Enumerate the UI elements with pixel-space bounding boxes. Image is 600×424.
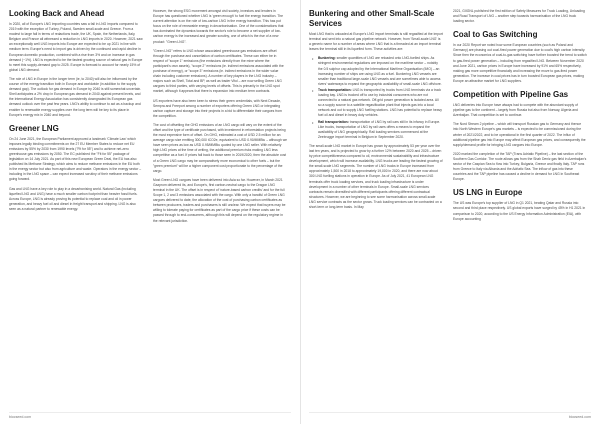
bullet-item-bunkering <box>309 56 443 87</box>
left-column-1 <box>9 9 143 407</box>
right-page <box>300 0 600 424</box>
bullet-term: Rail transportation: <box>318 119 349 124</box>
right-column-2 <box>453 9 587 407</box>
bullet-item-truck <box>309 88 443 119</box>
heading-greener-lng: Greener LNG <box>9 123 59 133</box>
paragraph: However, the strong ESG movement amongst civil society, investors and lenders in Europe has questioned whether LNG is 'green enough' to fuel the energy transition. The current attention is on the role of low-carbon LNG in the energy transition. This has put focus on the role of renewable energy in decarbonisation. One of the considerations that has dominated the dynamics towards the sector's role to become a net supplier of low-carbon energy is the increased and greater scrutiny, one of which is the rise of a new product: "Green LNG". <box>153 9 284 44</box>
bullet-text: smaller quantities of LNG are reloaded onto LNG-fuelled ships. As stringent environmental regulations are imposed on the maritime sector – notably the 0.5 sulphur cap adopted by the International Maritime Organisation (IMO) – an increasing number of ships are using LNG as a fuel. Bunkering LNG vessels are smaller than traditional large-scale LNG vessels and are sometimes able to access rivers' waterways to expand the geographic availability of small-scale LNG offshore. <box>318 56 442 86</box>
paragraph: Gas and LNG have a key role to play in a decarbonising world. Natural Gas (including liquefied LNG and LNG) have a much smaller carbon footprint than heavier fossil fuels. Across Europe, LNG is already proving its potential to replace coal and oil in power generation, and heavy fuel oil and diesel in freight transport and shipping. LNG is also seen as a natural partner to renewable energy. <box>9 186 138 211</box>
paragraph: On 24 June 2021, the European Parliament approved a landmark 'Climate Law' which imposes legally binding commitments on the 27 EU Member States to reduce net EU emissions by 55% by 2030 from 1990 levels ("Fit for 55") and to achieve net-zero greenhouse gas emissions by 2050. The EC published the "Fit for 55" package of legislation on 14 July 2021. As part of this new European Green Deal, the EU has also published its Methane Strategy, which aims to reduce methane emissions in the EU both in the energy sector but also from agriculture and waste. Operators in the energy sector – including in the LNG space – can expect increased scrutiny of their methane emissions going forward. <box>9 136 142 182</box>
heading-pipeline-competition: Competition with Pipeline Gas <box>453 90 569 100</box>
paragraph: The US was Europe's top supplier of LNG in Q1 2021, beating Qatar and Russia into second and third place respectively. US global exports have surged by 45% in H1 2021 in comparison to 2020, according to the US Energy Information Administration (EIA), with Europe accounting <box>453 201 586 221</box>
paragraph: Most Green LNG cargoes have been delivered into Asia so far. However, in March 2021 Gazprom delivered its, and Europe's, first carbon-neutral cargo to the Dragon LNG terminal in the UK. The offset is in respect of 'nature-based carbon credits' and for the full Scope 1, 2 and 3 emissions associated with the cargo. With only a handful of Green LNG cargoes delivered to date, the allocation of the cost of purchasing carbon certificates as between producers, traders and purchasers is still unclear. We expect that buyers may be willing to tolerate paying for certificates as part of the cargo price if these costs can be passed through to end-consumers, although this will depend on the regulatory regime in the relevant jurisdiction. <box>153 177 286 223</box>
paragraph: In our 2020 Report we noted how some European countries (such as Poland and Germany) are phasing out coal-fired power generation due to coal's high carbon intensity. Since then the economics of coal-to-gas switching have further boosted the trend to switch to gas-fired power generation – including from regasified LNG. Between November 2020 and June 2021, carbon prices in Europe have increased by 91% and 65% respectively, making gas more competitive financially and increasing the move to gas-fired power generation. The increase in coal prices has in turn boosted European gas prices, making Europe an attractive market for LNG suppliers. <box>453 43 587 83</box>
heading-looking-back: Looking Back and Ahead <box>9 9 105 18</box>
paragraph: 2021, GIIGNL published the first edition of Safety Measures for Truck Loading, Unloading and Road Transport of LNG – another step towards harmonisation of the LNG truck loading sector. <box>453 9 585 24</box>
paragraph: LNG deliveries into Europe have always had to compete with the abundant supply of pipeline gas to the continent – largely from Russia but also from Norway, Algeria and Azerbaijan. That competition is set to continue. <box>453 103 578 118</box>
paragraph: Most LNG that is unloaded at Europe's LNG import terminals is still regasified at the import terminal and sent into a natural gas pipeline network. However, from 'Small-scale LNG' is a generic name for a number of areas where LNG that is a threaded at an import terminal leaves the terminal still in its liquefied form. These activities are: <box>309 32 443 52</box>
paragraph: The Nord Stream 2 pipeline – which will transport Russian gas to Germany and thence into North Western Europe's gas markets – is expected to be commissioned during the winter of 2021/2022, and to be operational in the first quarter of 2022. The influx of additional pipeline gas into Europe may affect European gas prices, and consequently the supply/demand profile for bringing LNG cargoes into Europe. <box>453 122 586 147</box>
bullet-list <box>309 56 443 140</box>
heading-us-lng: US LNG in Europe <box>453 188 523 198</box>
heading-bunkering: Bunkering and other Small-Scale Services <box>309 9 435 28</box>
bullet-text: transportation of LNG by rail cars still in its infancy in Europe. Like trucks, transportation of LNG by rail uses offers a means to expand the availability of LNG geographically. Rail loading services commenced at the Zeebrugge import terminal in Belgium in September 2020. <box>318 119 441 139</box>
paragraph: The cost of offsetting the GHG emissions of an LNG cargo will vary on the extent of the offset and the type of certificate purchased, with investment in reforestation projects being the most expensive form of offset. On GHG, estimated a cost of USD 2.5 million for an average cargo size emitting 300,000 tCO2e, equivalent to USD 0.90/MMBtu – although we have seen prices as low as USD 0.95/MMBtu quoted by one LNG seller. With relatively high LNG prices at the time of writing, the additional premium risks making LNG less competitive as a fuel. If prices fall back to those seen in 2019/2020, then the absolute cost of a Green LNG cargo may be comparatively more economical to other fuels – but the "green premium" will be a higher component cost proportionate to the percentage of the cargo. <box>153 122 287 173</box>
bullet-term: Truck transportation: <box>318 87 352 92</box>
heading-coal-to-gas: Coal to Gas Switching <box>453 30 538 40</box>
footer-divider <box>9 412 291 413</box>
footer-right: biocseed.com <box>568 415 591 419</box>
left-column-2 <box>153 9 287 407</box>
footer-left: biocseed.com <box>9 415 32 419</box>
paragraph: "Green LNG" refers to LNG whose associated greenhouse gas emissions are offset through the purchase and cancellation of carbon certificates. These can either be in respect of "scope 1" emissions (the emissions directly from the mine where the participant's own assets), "scope 2" emissions (ie. indirect emissions associated with the purchase of energy), or "scope 3" emissions (ie. indirect emissions in the wider value chain including customer emissions). A number of key players in the LNG industry – majors such as Shell, Total and BP, as well as trader Vitol – are now selling Green LNG cargoes to third parties, with varying levels of offsets. This is primarily in the LNG spot market, although it appears that there is expansion into medium term contracts. <box>153 48 284 94</box>
bullet-text: LNG is transported by trucks from LNG terminals via a truck loading bay. LNG is trucked off to use by industrial consumers who are not connected to a natural gas network. Off-grid power generation is isolated area. All so a supply source to a satellite regasification plant that injects gas into a local network and out to supply LNG fuelling stations. LNG has potential to replace heavy fuel oil and diesel in heavy duty vehicles. <box>318 87 442 118</box>
footer-divider <box>309 412 591 413</box>
paragraph: In 2020, all of Europe's LNG importing countries saw a fall in LNG imports compared to 2019 with the exception of Turkey, Poland, Sweden small-scale and Greece. From a modest to large fall in terms of redactions trade, the UK, Spain, the Netherlands, Italy, Belgium and France all witnessed a reduction in LNG imports in 2020. However, 2021 saw an exceptionally well LNG imports into Europe are expected to be up 2021 in line with medium term. Europe's need to import gas is driven by the continued and rapid decline in European domestic production, combined with a rise from 3% and on increase in gas demand (~1%). LNG is expected to be the fastest growing source of natural gas in Europe to meet this supply-demand gap to 2025. Europe is forecast to account for nearly 15% of global LNG demand. <box>9 22 143 72</box>
paragraph: US exporters have also been keen to stress their green credentials, with Next Decade, Sempra and Freeport among a number of exporters offering Green LNG or integrating carbon capture and storage into their projects in a bid to differentiate their cargoes from the competition. <box>153 98 282 118</box>
right-column-1 <box>309 9 443 407</box>
bullet-term: Bunkering: <box>318 56 336 61</box>
paragraph: The small-scale LNG market in Europe has grown by approximately 53 per year over the last ten years, and is projected to grow by a further 12% between 2020 and 2025 – driven by price competitiveness compared to oil, environmental sustainability and infrastructure development, which will increase availability. LNG trucks are leading the fastest growing of the small-scale LNG segments. The number of LNG trucks in Europe increased from approximately 1,500 in 2018 to approximately 19,000 in 2020, and there are now about 300 LNG fuelling stations in operation in Europe. As of July 2021, 41 European LNG terminals offer truck loading services, and truck loading infrastructure is under development in a number of other terminals in Europe. Small-scale LNG services contracts remain diversified with different participants offering different contractual structures. However, we are beginning to see some harmonisation across small-scale LNG service contracts as the sector grows. Truck loading services can be contracted on a short-term or long-term basis. In May <box>309 143 443 209</box>
paragraph: The role of LNG in Europe in the longer term (ie, to 2040) will also be influenced by the course of the energy transition both in Europe and worldwide (in addition to the supply demand gap). The outlook for gas demand in Europe by 2040 is still somewhat uncertain. Shell anticipates a 2% drop in European gas demand in 2040 against present levels, and the International Energy Association has consistently downgraded its European gas demand outlook over the past few years. LNG's ability to continue to act as a backup and enabler to renewable energy supplies over the long term will be key to its place in Europe's energy mix in 2040 and beyond. <box>9 76 142 117</box>
bullet-item-rail <box>309 120 443 140</box>
paragraph: 2020 marked the completion of the TAP (Trans Adriatic Pipeline) – the last section of the Southern Gas Corridor. The route allows gas from the Shah Deniz gas field in Azerbaijan's sector of the Caspian Sea to flow into Turkey, Bulgaria, Greece and finally Italy. TAP runs from Greece to Italy via Albania and the Adriatic Sea. The inflow of gas into these countries and the TAP pipeline has caused a decline in demand for LNG in Southeast Europe. <box>453 151 587 182</box>
